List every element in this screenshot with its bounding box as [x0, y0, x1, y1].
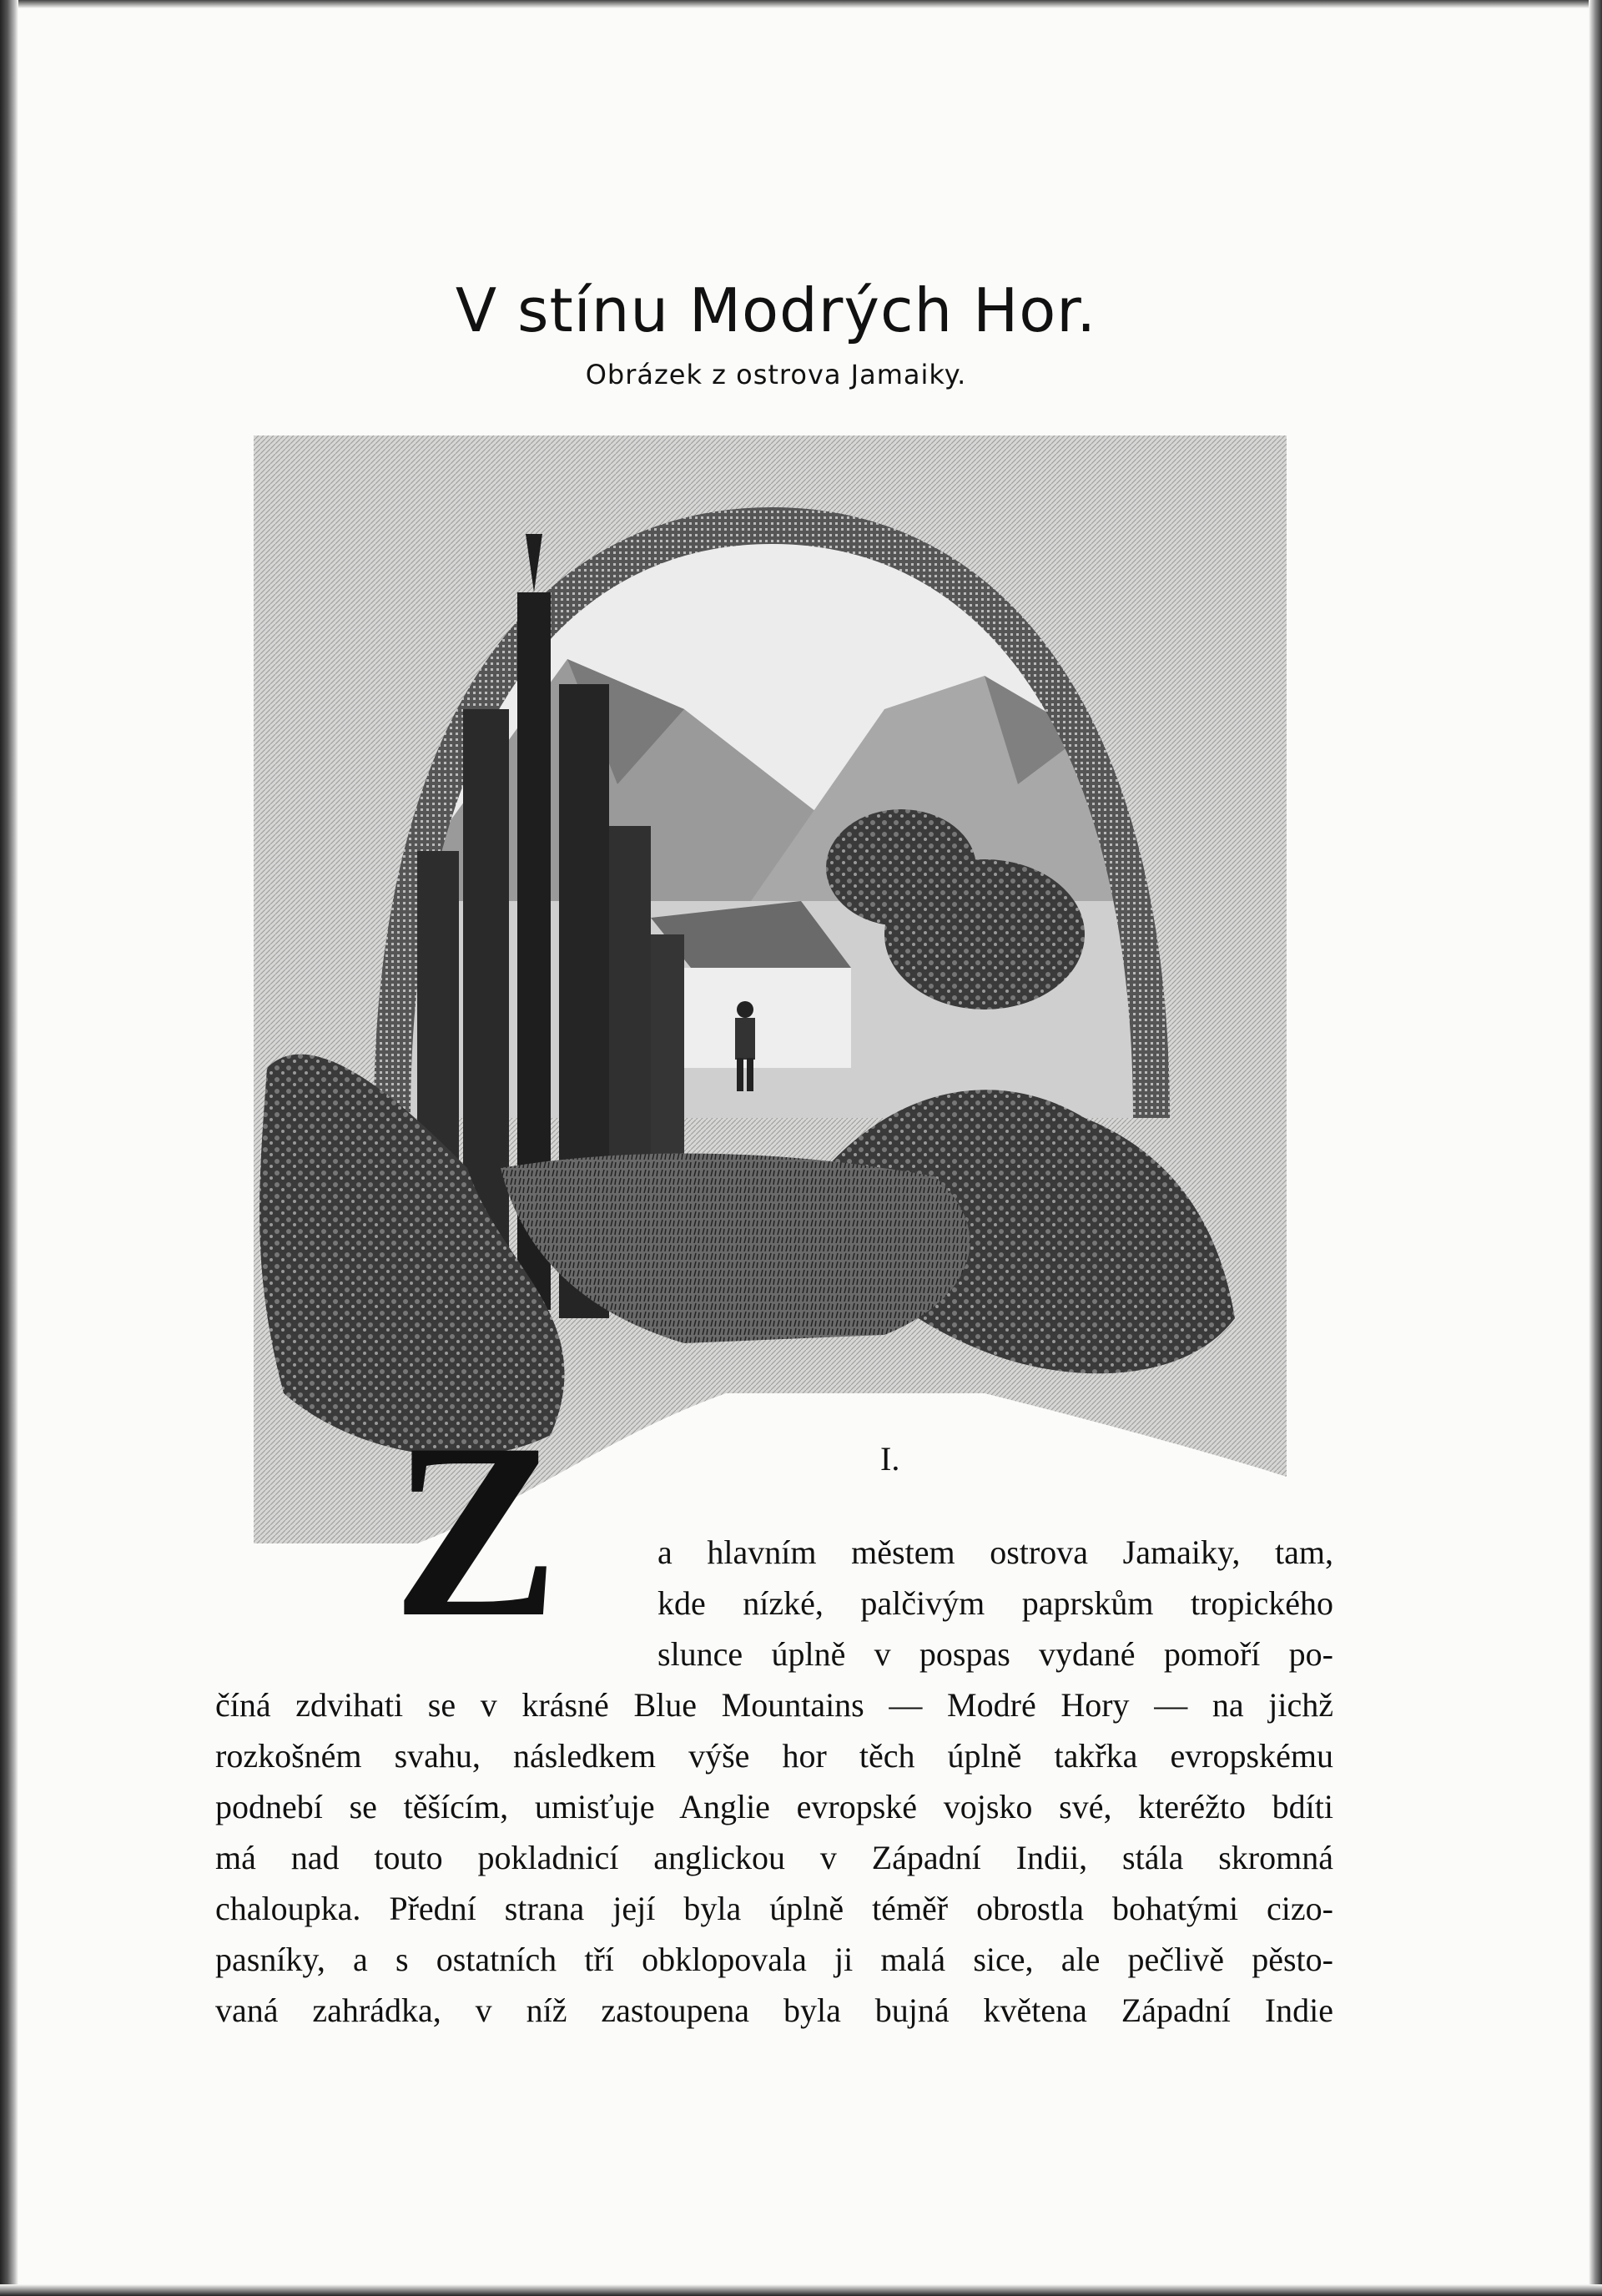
- text-line: má nad touto pokladnicí anglickou v Západní Indii, stála skromná: [215, 1839, 1333, 1876]
- page-title: V stínu Modrých Hor.: [455, 275, 1097, 345]
- engraving-svg: [250, 434, 1289, 1619]
- page-edge-right: [1589, 0, 1602, 2296]
- text-line: vaná zahrádka, v níž zastoupena byla bujná květena Západní Indie: [215, 1991, 1333, 2029]
- body-paragraph: [215, 1527, 1333, 2036]
- chapter-number: I.: [880, 1440, 900, 1478]
- page-subtitle: Obrázek z ostrova Jamaiky.: [585, 359, 967, 390]
- text-line: chaloupka. Přední strana její byla úplně téměř obrostla bohatými cizo-: [215, 1890, 1333, 1927]
- page-edge-top: [0, 0, 1602, 8]
- text-line: podnebí se těšícím, umisťuje Anglie evropské vojsko své, kteréžto bdíti: [215, 1788, 1333, 1825]
- text-line: číná zdvihati se v krásné Blue Mountains — Modré Hory — na jichž: [215, 1686, 1333, 1724]
- page-edge-bottom: [0, 2284, 1602, 2296]
- text-line: slunce úplně v pospas vydané pomoří po-: [657, 1635, 1333, 1673]
- text-line: rozkošném svahu, následkem výše hor těch úplně takřka evropskému: [215, 1737, 1333, 1775]
- text-line: kde nízké, palčivým paprskům tropického: [657, 1584, 1333, 1622]
- initial-letter: Z: [392, 1392, 560, 1619]
- text-line: a hlavním městem ostrova Jamaiky, tam,: [657, 1533, 1333, 1571]
- text-line: pasníky, a s ostatních tří obklopovala ji malá sice, ale pečlivě pěsto-: [215, 1941, 1333, 1978]
- engraving-illustration: [250, 434, 1289, 1619]
